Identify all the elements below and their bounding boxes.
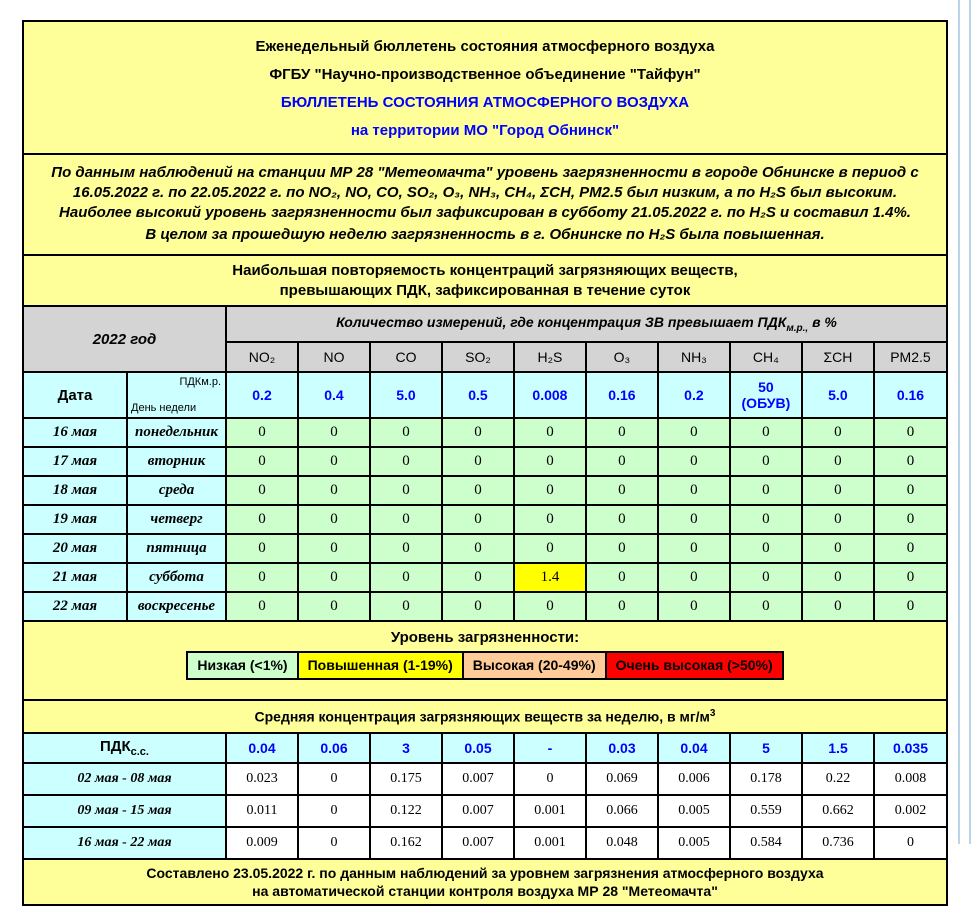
avg-value-cell: 0.559 xyxy=(730,795,802,827)
weekday-cell: суббота xyxy=(127,563,226,592)
frequency-cell: 0 xyxy=(442,418,514,447)
measure-header-row xyxy=(24,307,946,342)
measure-header-subscript: м.р., xyxy=(786,323,809,335)
frequency-cell: 0 xyxy=(802,505,874,534)
table-row-thursday xyxy=(24,505,946,534)
avg-value-cell: 0 xyxy=(514,763,586,795)
year-cell: 2022 год xyxy=(24,307,226,372)
weekday-cell: воскресенье xyxy=(127,592,226,620)
frequency-cell: 0 xyxy=(442,505,514,534)
frequency-cell: 0 xyxy=(442,563,514,592)
column-header-no: NO xyxy=(298,342,370,372)
frequency-cell: 0 xyxy=(658,592,730,620)
avg-value-cell: 0.662 xyxy=(802,795,874,827)
frequency-cell: 0 xyxy=(514,592,586,620)
pdk-ss-row xyxy=(24,734,946,763)
week-period-cell: 16 мая - 22 мая xyxy=(24,827,226,858)
frequency-cell: 0 xyxy=(730,447,802,476)
exceedance-section xyxy=(24,254,946,620)
frequency-cell: 0 xyxy=(226,418,298,447)
frequency-cell: 0 xyxy=(658,418,730,447)
avg-value-cell: 0.22 xyxy=(802,763,874,795)
header-line-weekly: Еженедельный бюллетень состояния атмосферного воздуха xyxy=(255,38,715,55)
frequency-cell: 0 xyxy=(586,563,658,592)
frequency-cell: 0 xyxy=(802,447,874,476)
table-row-friday xyxy=(24,534,946,563)
header-line-bulletin-title: БЮЛЛЕТЕНЬ СОСТОЯНИЯ АТМОСФЕРНОГО ВОЗДУХА xyxy=(280,94,690,111)
frequency-cell: 0 xyxy=(874,447,946,476)
frequency-cell: 0 xyxy=(874,592,946,620)
frequency-cell: 0 xyxy=(442,476,514,505)
frequency-cell: 0 xyxy=(730,592,802,620)
column-header-pm25: PM2.5 xyxy=(874,342,946,372)
avg-value-cell: 0.005 xyxy=(658,827,730,858)
frequency-cell: 0 xyxy=(514,447,586,476)
frequency-cell: 0 xyxy=(658,534,730,563)
pdk-ss-value-cell: 3 xyxy=(370,734,442,763)
avg-value-cell: 0.175 xyxy=(370,763,442,795)
column-header-ch4: CH₄ xyxy=(730,342,802,372)
table-row-sunday xyxy=(24,592,946,620)
pdk-value-cell: 5.0 xyxy=(370,372,442,418)
summary-block xyxy=(24,153,946,254)
frequency-cell: 0 xyxy=(874,505,946,534)
date-cell: 20 мая xyxy=(24,534,127,563)
avg-value-cell: 0 xyxy=(298,763,370,795)
week-row-2 xyxy=(24,795,946,827)
frequency-cell: 0 xyxy=(370,505,442,534)
frequency-cell: 0 xyxy=(586,592,658,620)
exceedance-table-title: Наибольшая повторяемость концентраций загрязняющих веществ, превышающих ПДК, зафиксированная в течение суток xyxy=(24,256,946,307)
frequency-cell: 0 xyxy=(298,534,370,563)
average-title-superscript: 3 xyxy=(709,707,716,719)
legend-item-low: Низкая (<1%) xyxy=(186,651,298,680)
avg-value-cell: 0.023 xyxy=(226,763,298,795)
week-period-cell: 02 мая - 08 мая xyxy=(24,763,226,795)
frequency-cell: 0 xyxy=(226,534,298,563)
pdk-value-cell: 0.4 xyxy=(298,372,370,418)
exceedance-table xyxy=(24,307,946,620)
column-header-nh3: NH₃ xyxy=(658,342,730,372)
avg-value-cell: 0 xyxy=(298,827,370,858)
legend-item-very-high: Очень высокая (>50%) xyxy=(605,651,784,680)
pdk-value-cell: 0.2 xyxy=(226,372,298,418)
column-header-co: CO xyxy=(370,342,442,372)
frequency-cell: 0 xyxy=(370,447,442,476)
frequency-cell: 0 xyxy=(586,505,658,534)
frequency-cell: 0 xyxy=(442,447,514,476)
pdk-value-cell: 50 (ОБУВ) xyxy=(730,372,802,418)
date-cell: 19 мая xyxy=(24,505,127,534)
pdk-value-cell: 0.2 xyxy=(658,372,730,418)
date-cell: 18 мая xyxy=(24,476,127,505)
column-header-no2: NO₂ xyxy=(226,342,298,372)
column-header-so2: SO₂ xyxy=(442,342,514,372)
frequency-cell: 0 xyxy=(586,534,658,563)
pdk-ss-value-cell: 0.04 xyxy=(658,734,730,763)
frequency-cell: 0 xyxy=(730,418,802,447)
measure-header-text: Количество измерений, где концентрация ЗВ превышает ПДК xyxy=(336,314,787,331)
date-label-cell: Дата xyxy=(24,372,127,418)
legend-title: Уровень загрязненности: xyxy=(390,629,580,647)
week-row-1 xyxy=(24,763,946,795)
frequency-cell: 0 xyxy=(514,476,586,505)
average-title-text: Средняя концентрация загрязняющих веществ за неделю, в мг/м xyxy=(254,708,710,725)
frequency-cell: 0 xyxy=(730,563,802,592)
average-concentration-table xyxy=(24,734,946,858)
column-header-o3: O₃ xyxy=(586,342,658,372)
pollution-level-legend xyxy=(24,620,946,699)
frequency-cell: 0 xyxy=(298,418,370,447)
legend-item-elevated: Повышенная (1-19%) xyxy=(297,651,464,680)
bulletin-document xyxy=(22,20,948,906)
pdk-ss-value-cell: 0.06 xyxy=(298,734,370,763)
diagonal-weekday-label: День недели xyxy=(131,402,197,415)
frequency-cell: 0 xyxy=(226,476,298,505)
avg-value-cell: 0.008 xyxy=(874,763,946,795)
frequency-cell: 0 xyxy=(658,447,730,476)
summary-paragraph-1: По данным наблюдений на станции МР 28 "Метеомачта" уровень загрязненности в городе Обнинске в период с 16.05.2022 г. по 22.05.2022 г. по NO₂, NO, CO, SO₂, O₃, NH₃, CH₄, ΣCH, PM2.5 был низким, а по H₂S был высоким. Наиболее высокий уровень загрязненности был зафиксирован в субботу 21.05.2022 г. по H₂S и составил 1.4%. xyxy=(51,164,919,221)
pdk-ss-value-cell: 0.035 xyxy=(874,734,946,763)
column-header-sch: ΣCH xyxy=(802,342,874,372)
frequency-cell: 0 xyxy=(226,447,298,476)
scrollbar-track[interactable] xyxy=(958,0,971,844)
table-row-tuesday xyxy=(24,447,946,476)
frequency-cell: 0 xyxy=(514,505,586,534)
avg-value-cell: 0.162 xyxy=(370,827,442,858)
frequency-cell: 0 xyxy=(802,476,874,505)
frequency-cell: 0 xyxy=(370,418,442,447)
week-row-3 xyxy=(24,827,946,858)
avg-value-cell: 0.122 xyxy=(370,795,442,827)
pdk-value-cell: 0.16 xyxy=(586,372,658,418)
frequency-cell: 0 xyxy=(586,476,658,505)
frequency-cell: 0 xyxy=(658,563,730,592)
legend-row xyxy=(24,651,946,680)
frequency-cell: 0 xyxy=(298,476,370,505)
frequency-cell: 0 xyxy=(226,592,298,620)
frequency-cell: 0 xyxy=(370,592,442,620)
pdk-ss-value-cell: 0.04 xyxy=(226,734,298,763)
frequency-cell: 0 xyxy=(730,476,802,505)
frequency-cell: 0 xyxy=(730,534,802,563)
frequency-cell: 0 xyxy=(370,476,442,505)
pdk-value-cell: 5.0 xyxy=(802,372,874,418)
avg-value-cell: 0.005 xyxy=(658,795,730,827)
frequency-cell: 0 xyxy=(874,418,946,447)
pdk-value-cell: 0.16 xyxy=(874,372,946,418)
weekday-cell: понедельник xyxy=(127,418,226,447)
diagonal-header-cell xyxy=(127,372,226,418)
avg-value-cell: 0.001 xyxy=(514,795,586,827)
date-cell: 22 мая xyxy=(24,592,127,620)
average-concentration-section xyxy=(24,699,946,858)
date-cell: 16 мая xyxy=(24,418,127,447)
avg-value-cell: 0.002 xyxy=(874,795,946,827)
avg-value-cell: 0.001 xyxy=(514,827,586,858)
pdk-ss-value-cell: 5 xyxy=(730,734,802,763)
date-cell: 21 мая xyxy=(24,563,127,592)
frequency-cell: 0 xyxy=(586,418,658,447)
avg-value-cell: 0.178 xyxy=(730,763,802,795)
compiled-footer: Составлено 23.05.2022 г. по данным наблюдений за уровнем загрязнения атмосферного воздуха на автоматической станции контроля воздуха МР 28 "Метеомачта" xyxy=(24,858,946,904)
weekday-cell: вторник xyxy=(127,447,226,476)
pdk-ss-label-cell: $ПДК_{с.с.}$ xyxy=(24,734,226,763)
frequency-cell: 0 xyxy=(370,534,442,563)
frequency-cell: 0 xyxy=(442,534,514,563)
column-header-h2s: H₂S xyxy=(514,342,586,372)
pdk-value-cell: 0.5 xyxy=(442,372,514,418)
table-row-wednesday xyxy=(24,476,946,505)
frequency-cell: 0 xyxy=(298,563,370,592)
frequency-cell: 0 xyxy=(442,592,514,620)
highlighted-frequency-cell: 1.4 xyxy=(514,563,586,592)
frequency-cell: 0 xyxy=(514,418,586,447)
avg-value-cell: 0.006 xyxy=(658,763,730,795)
table-row-monday xyxy=(24,418,946,447)
average-table-title xyxy=(24,701,946,734)
legend-item-high: Высокая (20-49%) xyxy=(462,651,607,680)
pdk-ss-value-cell: 0.05 xyxy=(442,734,514,763)
pdk-ss-value-cell: 0.03 xyxy=(586,734,658,763)
avg-value-cell: 0 xyxy=(874,827,946,858)
weekday-cell: четверг xyxy=(127,505,226,534)
avg-value-cell: 0.736 xyxy=(802,827,874,858)
pdk-value-cell: 0.008 xyxy=(514,372,586,418)
weekday-cell: пятница xyxy=(127,534,226,563)
weekday-cell: среда xyxy=(127,476,226,505)
measure-header-suffix: в % xyxy=(808,314,837,331)
frequency-cell: 0 xyxy=(802,534,874,563)
avg-value-cell: 0.007 xyxy=(442,827,514,858)
frequency-cell: 0 xyxy=(586,447,658,476)
avg-value-cell: 0.069 xyxy=(586,763,658,795)
document-header xyxy=(24,22,946,153)
avg-value-cell: 0 xyxy=(298,795,370,827)
avg-value-cell: 0.584 xyxy=(730,827,802,858)
date-cell: 17 мая xyxy=(24,447,127,476)
avg-value-cell: 0.048 xyxy=(586,827,658,858)
frequency-cell: 0 xyxy=(802,563,874,592)
frequency-cell: 0 xyxy=(658,476,730,505)
pdk-ss-value-cell: 1.5 xyxy=(802,734,874,763)
avg-value-cell: 0.007 xyxy=(442,763,514,795)
header-line-org: ФГБУ "Научно-производственное объединение "Тайфун" xyxy=(269,66,701,83)
frequency-cell: 0 xyxy=(874,563,946,592)
frequency-cell: 0 xyxy=(730,505,802,534)
frequency-cell: 0 xyxy=(802,418,874,447)
frequency-cell: 0 xyxy=(226,505,298,534)
frequency-cell: 0 xyxy=(874,534,946,563)
avg-value-cell: 0.011 xyxy=(226,795,298,827)
frequency-cell: 0 xyxy=(298,592,370,620)
diagonal-pdk-label: ПДКм.р. xyxy=(179,376,222,389)
summary-paragraph-2: В целом за прошедшую неделю загрязненность в г. Обнинске по H₂S была повышенная. xyxy=(145,226,825,244)
frequency-cell: 0 xyxy=(226,563,298,592)
avg-value-cell: 0.009 xyxy=(226,827,298,858)
week-period-cell: 09 мая - 15 мая xyxy=(24,795,226,827)
frequency-cell: 0 xyxy=(802,592,874,620)
frequency-cell: 0 xyxy=(298,505,370,534)
pdk-ss-value-cell: - xyxy=(514,734,586,763)
frequency-cell: 0 xyxy=(514,534,586,563)
pdk-mr-row xyxy=(24,372,946,418)
table-row-saturday xyxy=(24,563,946,592)
measure-header-cell xyxy=(226,307,946,342)
header-line-territory: на территории МО "Город Обнинск" xyxy=(350,122,620,139)
avg-value-cell: 0.066 xyxy=(586,795,658,827)
frequency-cell: 0 xyxy=(298,447,370,476)
frequency-cell: 0 xyxy=(370,563,442,592)
frequency-cell: 0 xyxy=(658,505,730,534)
frequency-cell: 0 xyxy=(874,476,946,505)
avg-value-cell: 0.007 xyxy=(442,795,514,827)
